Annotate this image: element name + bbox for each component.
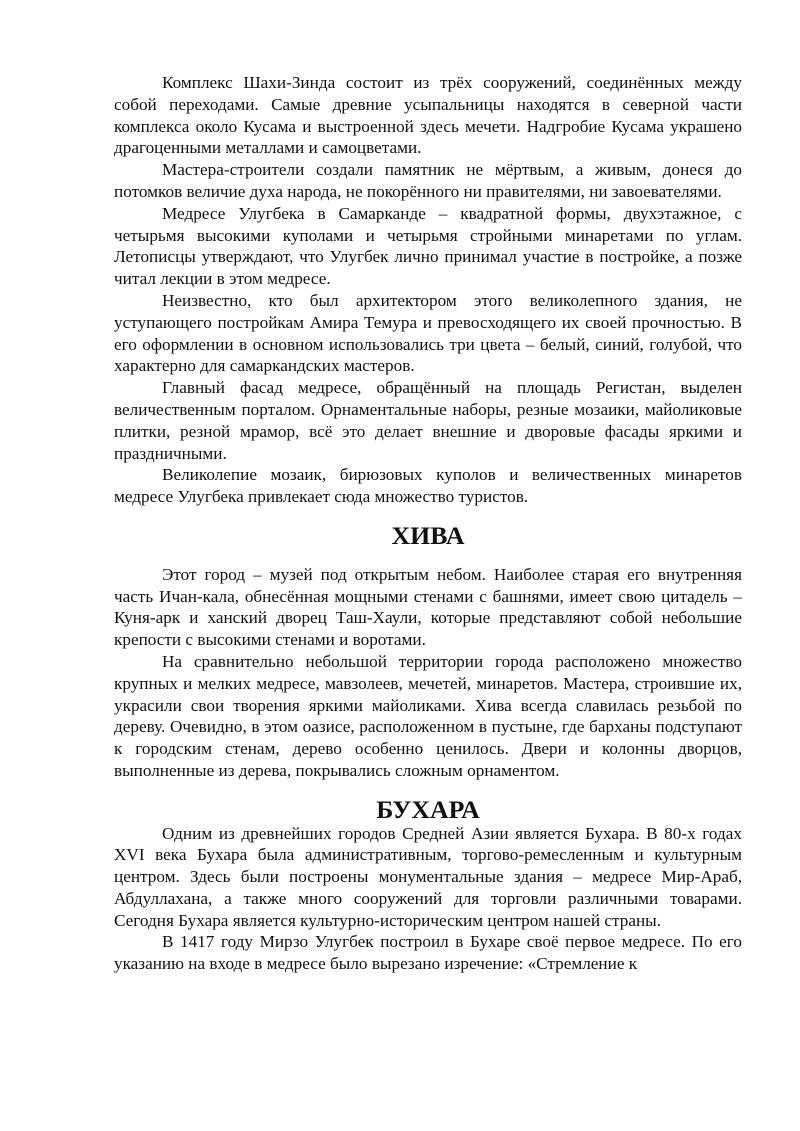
paragraph-masters-builders: Мастера-строители создали памятник не мёртвым, а живым, донеся до потомков величие духа народа, не покорённого ни правителями, ни завоевателями.	[114, 160, 742, 201]
paragraph-shakhi-zinda: Комплекс Шахи-Зинда состоит из трёх сооружений, соединённых между собой переходами. Самые древние усыпальницы находятся в северной части комплекса около Кусама и выстроенной здесь мечети. Надгробие Кусама украшено драгоценными металлами и самоцветами.	[114, 73, 742, 158]
heading-khiva: ХИВА	[391, 520, 465, 550]
paragraph-architect-unknown: Неизвестно, кто был архитектором этого великолепного здания, не уступающего постройкам Амира Темура и превосходящего их своей прочностью. В его оформлении в основном использовались три цвета – белый, синий, голубой, что характерно для самаркандских мастеров.	[114, 290, 742, 376]
paragraph-bukhara-1417: В 1417 году Мирзо Улугбек построил в Бухаре своё первое медресе. По его указанию на входе в медресе было вырезано изречение: «Стремление к	[114, 932, 742, 974]
heading-bukhara: БУХАРА	[376, 794, 480, 824]
document-page	[114, 72, 742, 975]
paragraph-bukhara-ancient: Одним из древнейших городов Средней Азии является Бухара. В 80-х годах XVI века Бухара была административным, торгово-ремесленным и культурным центром. Здесь были построены монументальные здания – медресе Мир-Араб, Абдуллахана, а также много сооружений для торговли различными товарами. Сегодня Бухара является культурно-историческим центром нашей страны.	[114, 823, 742, 930]
paragraph-khiva-territory: На сравнительно небольшой территории города расположено множество крупных и мелких медресе, мавзолеев, мечетей, минаретов. Мастера, строившие их, украсили свои творения яркими майоликами. Хива всегда славилась резьбой по дереву. Очевидно, в этом оазисе, расположенном в пустыне, где барханы подступают к городским стенам, дерево особенно ценилось. Двери и колонны дворцов, выполненные из дерева, покрывались сложным орнаментом.	[114, 651, 742, 780]
paragraph-khiva-museum-city: Этот город – музей под открытым небом. Наиболее старая его внутренняя часть Ичан-кала, обнесённая мощными стенами с башнями, имеет свою цитадель – Куня-арк и ханский дворец Таш-Хаули, которые представляют собой небольшие крепости с высокими стенами и воротами.	[114, 564, 742, 650]
paragraph-main-facade: Главный фасад медресе, обращённый на площадь Регистан, выделен величественным порталом. Орнаментальные наборы, резные мозаики, майоликовые плитки, резной мрамор, всё это делает внешние и дворовые фасады яркими и праздничными.	[114, 378, 742, 463]
paragraph-ulugbek-madrasa: Медресе Улугбека в Самарканде – квадратной формы, двухэтажное, с четырьмя высокими куполами и четырьмя стройными минаретами по углам. Летописцы утверждают, что Улугбек лично принимал участие в постройке, а позже читал лекции в этом медресе.	[114, 203, 742, 289]
paragraph-tourists: Великолепие мозаик, бирюзовых куполов и величественных минаретов медресе Улугбека привлекает сюда множество туристов.	[114, 465, 742, 507]
